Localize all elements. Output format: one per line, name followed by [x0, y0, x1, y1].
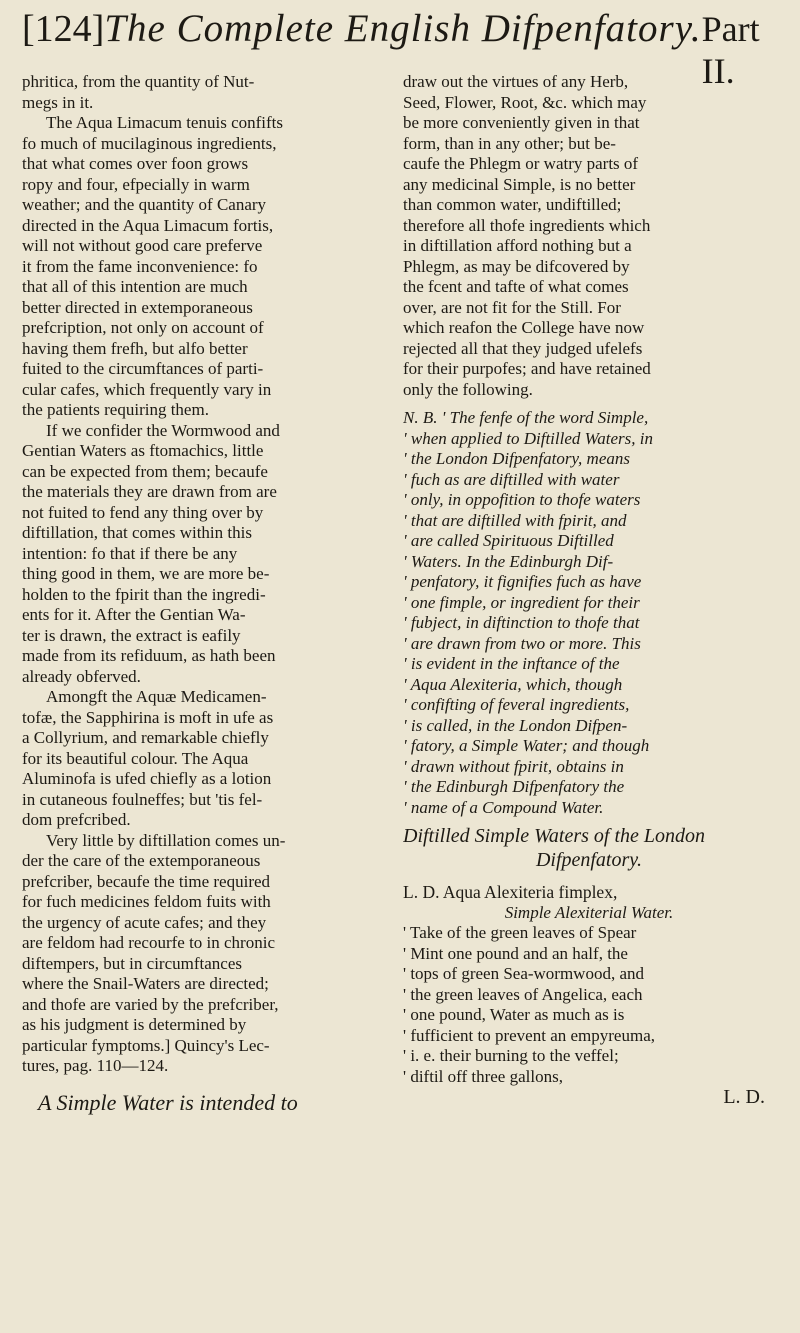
- left-paragraph: [22, 72, 392, 1077]
- text-line: Aluminofa is ufed chiefly as a lotion: [22, 769, 272, 788]
- text-line: ' that are diftilled with fpirit, and: [403, 510, 627, 530]
- text-line: ' one pound, Water as much as is: [403, 1005, 625, 1024]
- text-line: be more conveniently given in that: [403, 113, 640, 132]
- text-line: phritica, from the quantity of Nut-: [22, 72, 255, 91]
- section-heading-line: Diftilled Simple Waters of the London: [403, 825, 706, 847]
- text-line: it from the fame inconvenience: fo: [22, 256, 258, 276]
- text-line: ' only, in oppofition to thofe waters: [403, 490, 641, 509]
- text-line: intention: fo that if there be any: [22, 543, 238, 563]
- text-line: ' is called, in the London Difpen-: [403, 715, 628, 735]
- text-line: better directed in extemporaneous: [22, 297, 253, 317]
- text-line: ' penfatory, it fignifies fuch as have: [403, 572, 642, 591]
- text-line: ter is drawn, the extract is eafily: [22, 625, 241, 645]
- page-number: [124]: [22, 8, 105, 50]
- text-line: Phlegm, as may be difcovered by: [403, 256, 630, 276]
- left-footer-line: A Simple Water is intended to: [38, 1089, 298, 1115]
- text-line: that what comes over foon grows: [22, 154, 249, 173]
- text-line: The Aqua Limacum tenuis confifts: [46, 113, 283, 132]
- text-line: prefcriber, becaufe the time required: [22, 871, 271, 891]
- text-line: the patients requiring them.: [22, 400, 209, 419]
- running-title: The Complete English Difpenfatory.: [104, 7, 702, 50]
- text-line: therefore all thofe ingredients which: [403, 215, 651, 235]
- recipe-subtitle: Simple Alexiterial Water.: [504, 902, 674, 922]
- text-line: cular cafes, which frequently vary in: [22, 379, 272, 399]
- text-line: Amongft the Aquæ Medicamen-: [46, 687, 267, 706]
- text-line: made from its refiduum, as hath been: [22, 646, 276, 665]
- text-line: If we confider the Wormwood and: [46, 420, 280, 440]
- text-line: any medicinal Simple, is no better: [403, 174, 636, 194]
- text-line: dom prefcribed.: [22, 810, 131, 829]
- text-line: than common water, undiftilled;: [403, 195, 622, 214]
- text-line: megs in it.: [22, 92, 94, 112]
- text-line: and thofe are varied by the prefcriber,: [22, 994, 279, 1014]
- text-line: in cutaneous foulneffes; but 'tis fel-: [22, 789, 263, 809]
- text-line: ' are called Spirituous Diftilled: [403, 531, 614, 550]
- text-line: form, than in any other; but be-: [403, 133, 616, 153]
- text-line: tures, pag. 110—124.: [22, 1056, 169, 1075]
- text-line: ' is evident in the inftance of the: [403, 654, 620, 673]
- text-line: in diftillation afford nothing but a: [403, 236, 632, 255]
- text-line: ' Waters. In the Edinburgh Dif-: [403, 551, 614, 571]
- text-line: can be expected from them; becaufe: [22, 461, 268, 481]
- text-line: the urgency of acute cafes; and they: [22, 912, 267, 932]
- text-line: der the care of the extemporaneous: [22, 851, 261, 870]
- text-line: ' the London Difpenfatory, means: [403, 449, 630, 468]
- section-heading-line: Difpenfatory.: [535, 849, 643, 871]
- text-line: weather; and the quantity of Canary: [22, 195, 267, 214]
- text-line: the fcent and tafte of what comes: [403, 277, 629, 296]
- right-column: [403, 72, 775, 1108]
- text-line: draw out the virtues of any Herb,: [403, 72, 629, 91]
- nota-bene-block: [403, 408, 775, 818]
- text-line: ' fufficient to prevent an empyreuma,: [403, 1025, 655, 1045]
- text-line: N. B. ' The fenfe of the word Simple,: [403, 408, 649, 427]
- left-column: [22, 72, 392, 1113]
- text-line: fo much of mucilaginous ingredients,: [22, 133, 277, 153]
- text-line: which reafon the College have now: [403, 318, 645, 337]
- recipe-text: [403, 923, 775, 1087]
- recipe-title: L. D. Aqua Alexiteria fimplex,: [403, 882, 618, 902]
- text-line: tofæ, the Sapphirina is moft in ufe as: [22, 707, 274, 727]
- text-line: Very little by diftillation comes un-: [46, 830, 286, 850]
- text-line: a Collyrium, and remarkable chiefly: [22, 728, 269, 747]
- text-line: ' Aqua Alexiteria, which, though: [403, 674, 623, 694]
- text-line: ' fatory, a Simple Water; and though: [403, 736, 650, 755]
- text-line: that all of this intention are much: [22, 277, 248, 296]
- recipe-heading: [403, 882, 775, 923]
- text-line: ' the green leaves of Angelica, each: [403, 984, 643, 1004]
- text-line: ' are drawn from two or more. This: [403, 633, 641, 653]
- text-line: directed in the Aqua Limacum fortis,: [22, 215, 274, 235]
- text-line: diftillation, that comes within this: [22, 523, 252, 542]
- text-line: are feldom had recourfe to in chronic: [22, 933, 275, 952]
- text-line: fuited to the circumftances of parti-: [22, 359, 264, 378]
- text-line: ' diftil off three gallons,: [403, 1066, 563, 1086]
- text-line: as his judgment is determined by: [22, 1015, 247, 1034]
- text-line: ' drawn without fpirit, obtains in: [403, 756, 624, 776]
- text-line: particular fymptoms.] Quincy's Lec-: [22, 1035, 270, 1055]
- text-line: rejected all that they judged ufelefs: [403, 338, 643, 358]
- text-line: where the Snail-Waters are directed;: [22, 974, 269, 993]
- text-line: ' the Edinburgh Difpenfatory the: [403, 777, 625, 796]
- text-line: only the following.: [403, 379, 533, 399]
- text-line: not fuited to fend any thing over by: [22, 502, 264, 522]
- text-line: having them frefh, but alfo better: [22, 338, 248, 358]
- text-line: will not without good care preferve: [22, 236, 263, 255]
- text-line: holden to the fpirit than the ingredi-: [22, 584, 266, 604]
- text-line: ' name of a Compound Water.: [403, 797, 604, 817]
- text-line: Seed, Flower, Root, &c. which may: [403, 92, 647, 112]
- text-line: ' Take of the green leaves of Spear: [403, 923, 637, 942]
- text-line: for fuch medicines feldom fuits with: [22, 892, 271, 911]
- text-line: over, are not fit for the Still. For: [403, 297, 621, 317]
- text-line: diftempers, but in circumftances: [22, 953, 242, 973]
- catchword: L. D.: [723, 1086, 765, 1108]
- part-label: Part II.: [701, 9, 760, 91]
- text-line: prefcription, not only on account of: [22, 318, 264, 337]
- section-heading: [403, 824, 775, 872]
- text-line: the materials they are drawn from are: [22, 482, 277, 501]
- text-line: ' one fimple, or ingredient for their: [403, 592, 640, 612]
- text-line: ' tops of green Sea-wormwood, and: [403, 964, 645, 983]
- text-line: ' fuch as are diftilled with water: [403, 469, 620, 489]
- right-paragraph: [403, 72, 775, 400]
- text-line: ropy and four, efpecially in warm: [22, 174, 250, 194]
- text-line: ' i. e. their burning to the veffel;: [403, 1046, 619, 1065]
- text-line: for its beautiful colour. The Aqua: [22, 748, 249, 768]
- text-line: Gentian Waters as ftomachics, little: [22, 441, 264, 460]
- text-line: caufe the Phlegm or watry parts of: [403, 154, 639, 173]
- text-line: ' when applied to Diftilled Waters, in: [403, 428, 653, 448]
- text-line: thing good in them, we are more be-: [22, 564, 270, 583]
- text-line: already obferved.: [22, 666, 141, 686]
- text-line: ' Mint one pound and an half, the: [403, 943, 628, 963]
- text-line: ents for it. After the Gentian Wa-: [22, 605, 246, 624]
- text-line: for their purpofes; and have retained: [403, 359, 651, 378]
- text-line: ' confifting of feveral ingredients,: [403, 695, 630, 714]
- text-line: ' fubject, in diftinction to thofe that: [403, 613, 640, 632]
